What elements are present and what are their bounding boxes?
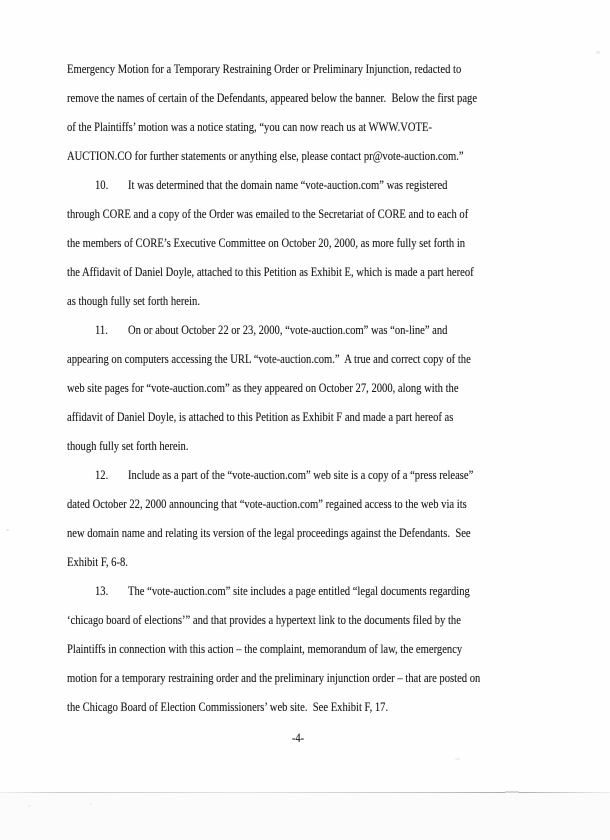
scan-artifact: [28, 805, 31, 807]
text-line: [67, 462, 537, 491]
text-line-content: On or about October 22 or 23, 2000, “vote-auction.com” was “on-line” and: [128, 324, 448, 338]
text-line: [67, 288, 537, 317]
text-line: [67, 85, 537, 114]
scan-artifact: [505, 791, 519, 793]
text-line-content: appearing on computers accessing the URL “vote-auction.com.” A true and correct copy of the: [67, 353, 471, 367]
text-line: [67, 404, 537, 433]
text-line: [67, 375, 537, 404]
text-line-content: Exhibit F, 6-8.: [67, 556, 128, 570]
text-line: [67, 491, 537, 520]
text-line-content: web site pages for “vote-auction.com” as they appeared on October 27, 2000, along with the: [67, 382, 459, 396]
text-line-content: the Affidavit of Daniel Doyle, attached to this Petition as Exhibit E, which is made a part hereof: [67, 266, 474, 280]
paragraph-number: 12.: [95, 469, 109, 483]
text-line-content: the members of CORE’s Executive Committee on October 20, 2000, as more fully set forth in: [67, 237, 466, 251]
text-line-content: Plaintiffs in connection with this action – the complaint, memorandum of law, the emergency: [67, 643, 463, 657]
text-line-content: affidavit of Daniel Doyle, is attached to this Petition as Exhibit F and made a part hereof as: [67, 411, 454, 425]
text-line-content: new domain name and relating its version of the legal proceedings against the Defendants. See: [67, 527, 471, 541]
text-line: [67, 201, 537, 230]
text-line-content: as though fully set forth herein.: [67, 295, 200, 309]
text-line-content: remove the names of certain of the Defendants, appeared below the banner. Below the first page: [67, 92, 478, 106]
document-text: [67, 56, 537, 723]
page-number: -4-: [291, 732, 305, 746]
text-line-content: dated October 22, 2000 announcing that “vote-auction.com” regained access to the web via its: [67, 498, 467, 512]
text-line: [67, 520, 537, 549]
paragraph-number: 10.: [95, 179, 109, 193]
text-line: [67, 433, 537, 462]
text-line: [67, 143, 537, 172]
scan-margin-area: [0, 793, 610, 840]
text-line-content: through CORE and a copy of the Order was emailed to the Secretariat of CORE and to each of: [67, 208, 469, 222]
text-line-content: the Chicago Board of Election Commissioners’ web site. See Exhibit F, 17.: [67, 701, 389, 715]
text-line: [67, 56, 537, 85]
text-line: [67, 259, 537, 288]
text-line-content: AUCTION.CO for further statements or anything else, please contact pr@vote-auction.com.”: [67, 150, 464, 164]
text-line: [67, 549, 537, 578]
text-line-content: It was determined that the domain name “vote-auction.com” was registered: [128, 179, 448, 193]
text-line: [67, 607, 537, 636]
text-line-content: motion for a temporary restraining order and the preliminary injunction order – that are posted on: [67, 672, 481, 686]
paragraph-number: 13.: [95, 585, 109, 599]
scan-artifact: [455, 758, 460, 760]
scan-artifact: [596, 51, 600, 54]
text-line: [67, 694, 537, 723]
text-line: [67, 346, 537, 375]
text-line-content: of the Plaintiffs’ motion was a notice stating, “you can now reach us at WWW.VOTE-: [67, 121, 432, 135]
text-line-content: Include as a part of the “vote-auction.com” web site is a copy of a “press release”: [128, 469, 474, 483]
paragraph-number: 11.: [95, 324, 108, 338]
text-line-content: Emergency Motion for a Temporary Restraining Order or Preliminary Injunction, redacted to: [67, 63, 462, 77]
scan-artifact: [90, 803, 92, 805]
text-line-content: ‘chicago board of elections’” and that provides a hypertext link to the documents filed by the: [67, 614, 461, 628]
text-line: [67, 578, 537, 607]
scan-artifact: [6, 529, 9, 531]
text-line-content: The “vote-auction.com” site includes a page entitled “legal documents regarding: [128, 585, 470, 599]
text-line: [67, 172, 537, 201]
text-line-content: though fully set forth herein.: [67, 440, 189, 454]
text-line: [67, 636, 537, 665]
text-line: [67, 114, 537, 143]
text-line: [67, 665, 537, 694]
text-line: [67, 230, 537, 259]
text-line: [67, 317, 537, 346]
